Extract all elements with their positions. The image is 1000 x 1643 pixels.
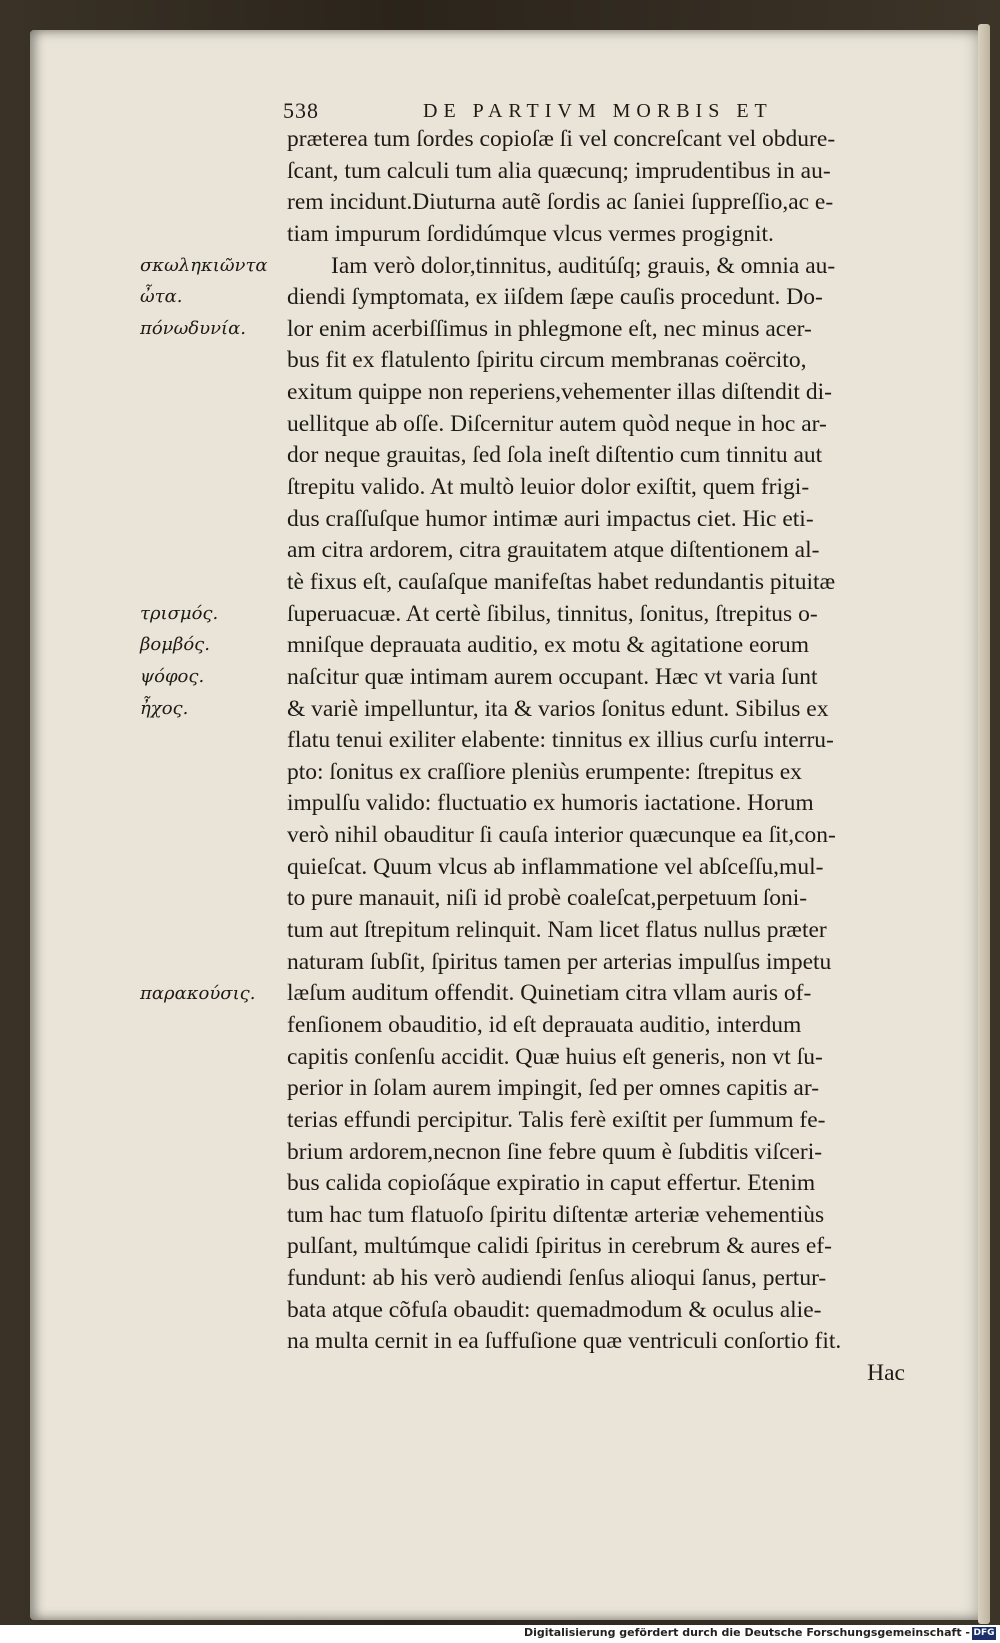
marginal-gloss: τρισμός.	[140, 602, 219, 624]
text-line: lor enim acerbiſſimus in phlegmone eſt, nec minus acer-	[287, 315, 812, 342]
marginal-gloss: παρακούσις.	[140, 982, 256, 1004]
text-line: uellitque ab oſſe. Diſcernitur autem quòd neque in hoc ar-	[287, 410, 827, 437]
text-line: tiam impurum ſordidúmque vlcus vermes progignit.	[287, 220, 774, 247]
marginal-gloss: ψόφος.	[140, 666, 205, 688]
text-line: tum aut ſtrepitum relinquit. Nam licet flatus nullus præter	[287, 917, 827, 944]
text-line: brium ardorem,necnon ſine febre quum è ſubditis viſceri-	[287, 1138, 823, 1165]
text-line: am citra ardorem, citra grauitatem atque diſtentionem al-	[287, 537, 820, 564]
text-line: fenſionem obauditio, id eſt deprauata auditio, interdum	[287, 1011, 802, 1038]
text-line: læſum auditum offendit. Quinetiam citra vllam auris of-	[287, 980, 812, 1007]
text-line: Iam verò dolor,tinnitus, auditúſq; grauis, & omnia au-	[331, 252, 836, 279]
text-line: naſcitur quæ intimam aurem occupant. Hæc vt varia ſunt	[287, 663, 818, 690]
dfg-logo: DFG	[973, 1628, 995, 1638]
text-line: bus fit ex flatulento ſpiritu circum membranas coërcito,	[287, 347, 807, 374]
body-text	[287, 124, 957, 1390]
marginal-gloss: πόνωδυνία.	[140, 317, 246, 339]
text-line: ſtrepitu valido. At multò leuior dolor exiſtit, quem frigi-	[287, 474, 810, 501]
page-edge	[978, 24, 990, 1624]
text-line: impulſu valido: fluctuatio ex humoris iactatione. Horum	[287, 790, 814, 817]
text-line: ſcant, tum calculi tum alia quæcunq; imprudentibus in au-	[287, 157, 831, 184]
text-line: pto: ſonitus ex craſſiore pleniùs erumpente: ſtrepitus ex	[287, 758, 802, 785]
text-line: dor neque grauitas, ſed ſola ineſt diſtentio cum tinnitu aut	[287, 442, 823, 469]
running-head: DE PARTIVM MORBIS ET	[423, 100, 773, 122]
text-line: fundunt: ab his verò audiendi ſenſus alioqui ſanus, pertur-	[287, 1265, 827, 1292]
marginal-gloss: βομβός.	[140, 634, 210, 656]
text-line: verò nihil obauditur ſi cauſa interior quæcunque ea ſit,con-	[287, 822, 836, 849]
text-line: naturam ſubſit, ſpiritus tamen per arterias impulſus impetu	[287, 948, 832, 975]
text-line: na multa cernit in ea ſuffuſione quæ ventriculi conſortio fit.	[287, 1328, 842, 1355]
text-line: tè fixus eſt, cauſaſque manifeſtas habet redundantis pituitæ	[287, 568, 836, 595]
text-line: perior in ſolam aurem impingit, ſed per omnes capitis ar-	[287, 1075, 820, 1102]
text-line: pulſant, multúmque calidi ſpiritus in cerebrum & aures ef-	[287, 1233, 832, 1260]
funding-credit: Digitalisierung gefördert durch die Deutsche Forschungsgemeinschaft -	[523, 1626, 970, 1639]
text-line: bata atque cõfuſa obaudit: quemadmodum & oculus alie-	[287, 1296, 822, 1323]
text-line: quieſcat. Quum vlcus ab inflammatione vel abſceſſu,mul-	[287, 853, 824, 880]
text-line: præterea tum ſordes copioſæ ſi vel concreſcant vel obdure-	[287, 126, 836, 152]
page-number: 538	[283, 98, 319, 123]
marginal-gloss: ὦτα.	[140, 286, 183, 308]
text-line: capitis conſenſu accidit. Quæ huius eſt generis, non vt ſu-	[287, 1043, 823, 1070]
marginal-gloss: σκωληκιῶντα	[140, 254, 268, 276]
text-line: terias effundi percipitur. Talis ferè exiſtit per ſummum fe-	[287, 1106, 826, 1133]
text-line: & variè impelluntur, ita & varios ſonitus edunt. Sibilus ex	[287, 695, 829, 722]
text-line: rem incidunt.Diuturna autẽ ſordis ac ſaniei ſuppreſſio,ac e-	[287, 189, 834, 216]
catchword: Hac	[867, 1359, 905, 1386]
text-line: diendi ſymptomata, ex iiſdem ſæpe cauſis procedunt. Do-	[287, 284, 823, 311]
text-line: bus calida copioſáque expiratio in caput effertur. Etenim	[287, 1170, 816, 1197]
text-line: to pure manauit, niſi id probè coaleſcat,perpetuum ſoni-	[287, 885, 808, 912]
text-line: flatu tenui exiliter elabente: tinnitus ex illius curſu interru-	[287, 727, 834, 754]
text-line: mniſque deprauata auditio, ex motu & agitatione eorum	[287, 632, 810, 659]
text-line: dus craſſuſque humor intimæ auri impactus ciet. Hic eti-	[287, 505, 814, 532]
text-line: ſuperuacuæ. At certè ſibilus, tinnitus, ſonitus, ſtrepitus o-	[287, 600, 818, 627]
text-line: tum hac tum flatuoſo ſpiritu diſtentæ arteriæ vehementiùs	[287, 1201, 825, 1228]
text-line: exitum quippe non reperiens,vehementer illas diſtendit di-	[287, 379, 832, 406]
marginal-gloss: ἦχος.	[140, 697, 189, 719]
